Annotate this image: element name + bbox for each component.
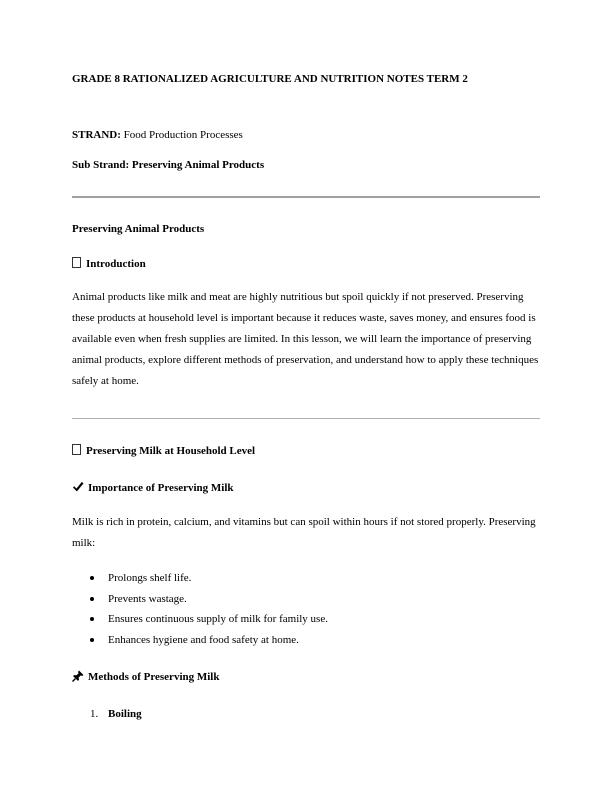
box-glyph-icon bbox=[72, 444, 81, 455]
introduction-paragraph: Animal products like milk and meat are highly nutritious but spoil quickly if not preserved. Preserving these products at household level is important because it reduces waste, saves money, and ensures food is available even when fresh supplies are limited. In this lesson, we will learn the importance of preserving animal products, explore different methods of preservation, and understand how to apply these techniques safely at home. bbox=[72, 291, 539, 387]
methods-list bbox=[90, 707, 142, 727]
bullet-icon bbox=[90, 597, 94, 601]
pushpin-icon bbox=[72, 670, 84, 682]
methods-heading-text: Methods of Preserving Milk bbox=[88, 671, 220, 683]
list-item: 1. Boiling bbox=[90, 708, 142, 720]
check-mark-icon bbox=[72, 481, 84, 493]
bullet-icon bbox=[90, 576, 94, 580]
strand-value: Food Production Processes bbox=[123, 129, 243, 141]
importance-heading bbox=[72, 481, 234, 494]
introduction-heading-text: Introduction bbox=[86, 258, 146, 270]
importance-heading-text: Importance of Preserving Milk bbox=[88, 482, 234, 494]
milk-heading-text: Preserving Milk at Household Level bbox=[86, 445, 256, 457]
list-item: Prevents wastage. bbox=[90, 589, 328, 610]
introduction-heading bbox=[72, 257, 146, 270]
list-item: Prolongs shelf life. bbox=[90, 568, 328, 589]
bullet-icon bbox=[90, 617, 94, 621]
section-title: Preserving Animal Products bbox=[72, 223, 205, 235]
benefits-list bbox=[90, 568, 328, 650]
box-glyph-icon bbox=[72, 257, 81, 268]
milk-paragraph: Milk is rich in protein, calcium, and vitamins but can spoil within hours if not stored properly. Preserving milk: bbox=[72, 516, 536, 549]
divider bbox=[72, 418, 540, 419]
list-item: Enhances hygiene and food safety at home. bbox=[90, 630, 328, 651]
strand-line bbox=[72, 129, 243, 141]
methods-heading bbox=[72, 670, 219, 683]
divider bbox=[72, 196, 540, 198]
milk-heading bbox=[72, 444, 255, 457]
list-item: Ensures continuous supply of milk for family use. bbox=[90, 609, 328, 630]
strand-label: STRAND: bbox=[72, 129, 121, 141]
bullet-icon bbox=[90, 638, 94, 642]
sub-strand: Sub Strand: Preserving Animal Products bbox=[72, 159, 265, 171]
document-title: GRADE 8 RATIONALIZED AGRICULTURE AND NUTRITION NOTES TERM 2 bbox=[72, 73, 468, 85]
